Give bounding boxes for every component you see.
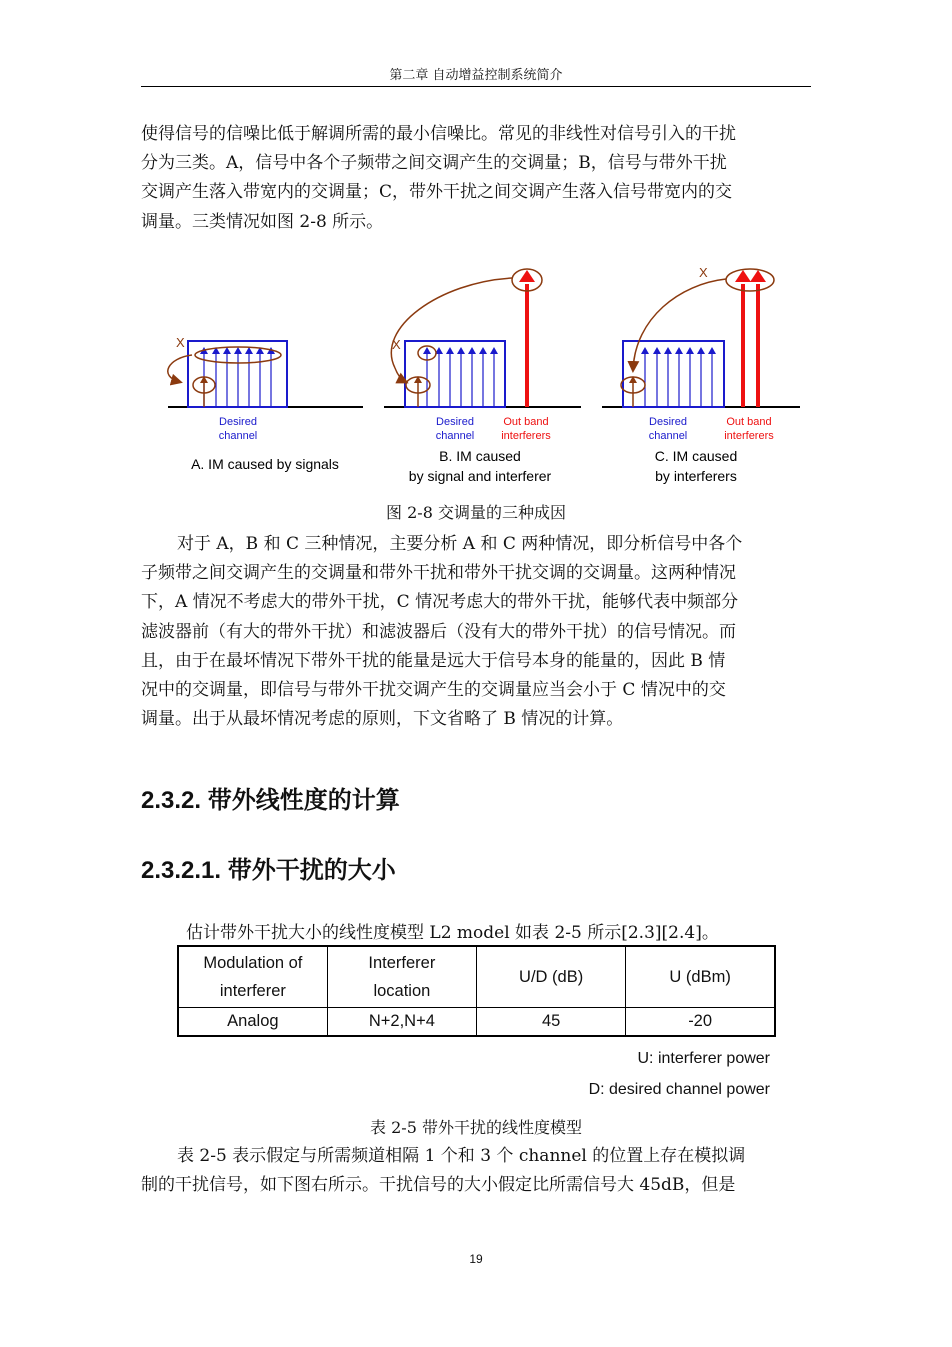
text-line: 滤波器前（有大的带外干扰）和滤波器后（没有大的带外干扰）的信号情况。而 <box>141 621 736 642</box>
desired-label: Desired <box>649 416 687 428</box>
body-paragraph <box>141 530 811 734</box>
text-line: 子频带之间交调产生的交调量和带外干扰和带外干扰交调的交调量。这两种情况 <box>141 563 736 584</box>
table-caption: 表 2-5 带外干扰的线性度模型 <box>370 1118 582 1137</box>
text-line: 下，A 情况不考虑大的带外干扰，C 情况考虑大的带外干扰，能够代表中频部分 <box>141 592 739 613</box>
desired-label: Desired <box>219 416 257 428</box>
panel-c <box>602 265 800 484</box>
table-header-row <box>178 946 775 1008</box>
header-line: interferer <box>219 982 286 1000</box>
text-line: 使得信号的信噪比低于解调所需的最小信噪比。常见的非线性对信号引入的干扰 <box>141 124 736 144</box>
text-line: 表 2-5 表示假定与所需频道相隔 1 个和 3 个 channel 的位置上存在模拟调 <box>177 1146 746 1166</box>
desired-label: channel <box>218 430 258 442</box>
text-line: 制的干扰信号，如下图右所示。干扰信号的大小假定比所需信号大 45dB，但是 <box>141 1175 736 1196</box>
text-line: 况中的交调量，即信号与带外干扰交调产生的交调量应当会小于 C 情况中的交 <box>141 679 726 700</box>
panel-b-caption: by signal and interferer <box>408 468 552 484</box>
desired-label: channel <box>648 430 688 442</box>
table-header-cell: U/D (dB) <box>477 946 626 1008</box>
outband-label: Out band <box>726 416 772 428</box>
desired-channel-box <box>405 341 505 407</box>
table-header-cell: U (dBm) <box>626 946 775 1008</box>
panel-a-caption: A. IM caused by signals <box>191 456 339 472</box>
table-row <box>178 1008 775 1037</box>
table-cell: N+2,N+4 <box>327 1008 476 1037</box>
text-line: 分为三类。A，信号中各个子频带之间交调产生的交调量；B，信号与带外干扰 <box>141 153 727 174</box>
outband-label: Out band <box>503 416 549 428</box>
figure-2-8 <box>150 258 810 494</box>
interferer-arrowhead <box>735 270 751 282</box>
x-mark: X <box>176 335 185 350</box>
l2-model-table <box>177 945 776 1037</box>
table-note: D: desired channel power <box>588 1081 770 1098</box>
running-header: 第二章 自动增益控制系统简介 <box>389 68 563 83</box>
header-line: Modulation of <box>203 954 303 972</box>
page-number: 19 <box>469 1252 483 1266</box>
header-line: Interferer <box>368 954 436 972</box>
table-header-cell <box>178 946 327 1008</box>
panel-c-caption: by interferers <box>655 468 737 484</box>
interferer-arrowhead <box>519 270 535 282</box>
table-cell: Analog <box>178 1008 327 1037</box>
table-header-cell <box>327 946 476 1008</box>
figure-caption: 图 2-8 交调量的三种成因 <box>386 503 566 522</box>
table-cell: 45 <box>477 1008 626 1037</box>
panel-c-caption: C. IM caused <box>654 448 738 464</box>
table-intro: 估计带外干扰大小的线性度模型 L2 model 如表 2-5 所示[2.3][2.4]。 <box>186 923 719 943</box>
text-line: 调量。三类情况如图 2-8 所示。 <box>141 211 384 232</box>
subband-arrowheads <box>641 347 716 354</box>
table-note: U: interferer power <box>637 1050 770 1067</box>
text-line: 调量。出于从最坏情况考虑的原则，下文省略了 B 情况的计算。 <box>141 709 624 730</box>
outband-label: interferers <box>724 430 774 442</box>
x-mark: X <box>699 265 708 280</box>
text-line: 交调产生落入带宽内的交调量；C，带外干扰之间交调产生落入信号带宽内的交 <box>141 182 733 203</box>
text-line: 且，由于在最坏情况下带外干扰的能量是远大于信号本身的能量的，因此 B 情 <box>141 650 726 671</box>
desired-channel-box <box>623 341 724 407</box>
header-rule <box>141 86 811 87</box>
panel-a <box>168 335 363 472</box>
subband-lines <box>204 350 271 407</box>
panel-b <box>384 269 581 484</box>
header-line: location <box>373 982 431 1000</box>
intro-paragraph <box>141 120 811 237</box>
subband-lines <box>645 350 712 407</box>
subsection-heading: 2.3.2.1. 带外干扰的大小 <box>141 857 396 884</box>
subband-lines <box>427 350 494 407</box>
table-cell: -20 <box>626 1008 775 1037</box>
x-mark: X <box>392 337 401 352</box>
desired-label: channel <box>435 430 475 442</box>
desired-label: Desired <box>436 416 474 428</box>
text-line: 对于 A，B 和 C 三种情况，主要分析 A 和 C 两种情况，即分析信号中各个 <box>177 534 743 554</box>
interferer-ellipse <box>726 269 774 291</box>
panel-b-caption: B. IM caused <box>439 448 521 464</box>
section-heading: 2.3.2. 带外线性度的计算 <box>141 787 400 814</box>
outband-label: interferers <box>501 430 551 442</box>
tail-paragraph <box>141 1142 811 1200</box>
interferer-arrowhead <box>750 270 766 282</box>
